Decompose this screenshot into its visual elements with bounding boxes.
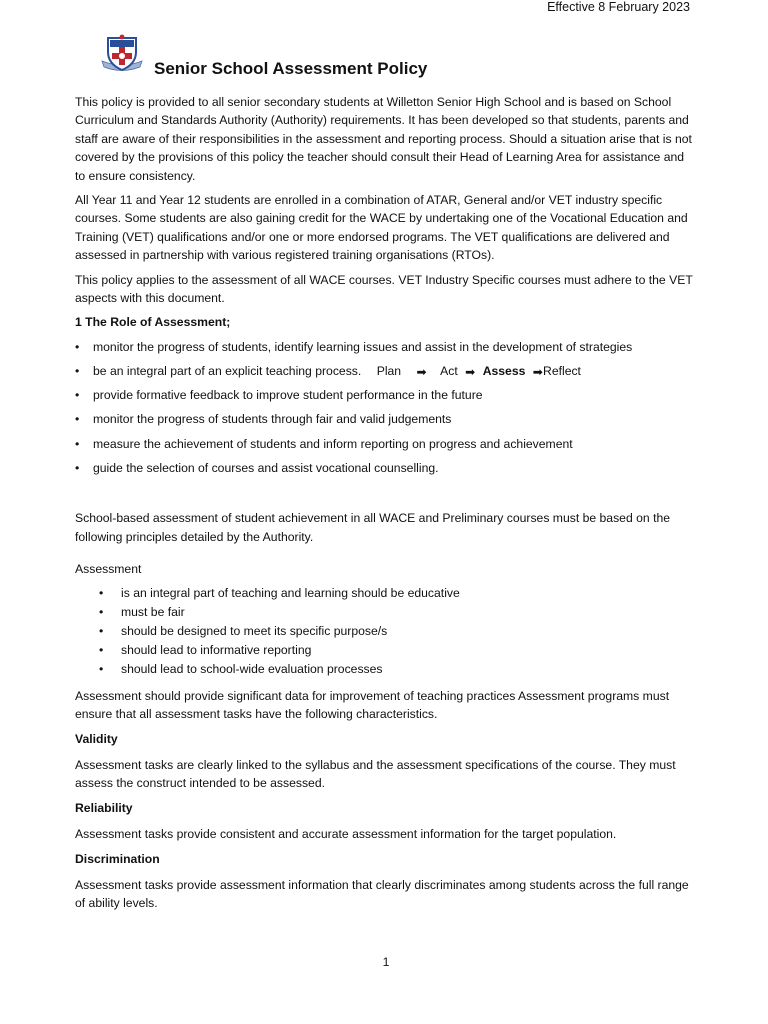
list-item: • should be designed to meet its specific purpose/s bbox=[75, 622, 693, 640]
intro-paragraph: This policy is provided to all senior secondary students at Willetton Senior High School and is based on School Curriculum and Standards Authority (Authority) requirements. It has been developed so that students, parents and staff are aware of their responsibilities in the assessment and reporting process. Should a situation arise that is not covered by the provisions of this policy the teacher should consult their Head of Learning Area for assistance and to ensure consistency. bbox=[75, 95, 692, 183]
list-item: • measure the achievement of students and inform reporting on progress and achievement bbox=[75, 435, 693, 453]
role-list bbox=[75, 338, 693, 477]
list-item bbox=[75, 362, 693, 380]
intro-paragraph: All Year 11 and Year 12 students are enrolled in a combination of ATAR, General and/or VET industry specific courses. Some students are also gaining credit for the WACE by undertaking one of the Vocational Education and Training (VET) qualifications and/or one or more endorsed programs. The VET qualifications are delivered and assessed in partnership with various registered training organisations (RTOs). bbox=[75, 193, 688, 263]
characteristics-paragraph: Assessment should provide significant data for improvement of teaching practices Assessment programs must ensure that all assessment tasks have the following characteristics. bbox=[75, 688, 670, 722]
list-item: • should lead to informative reporting bbox=[75, 641, 693, 659]
flow-step-act: Act bbox=[440, 364, 458, 379]
section-text-discrimination: Assessment tasks provide assessment information that clearly discriminates among students across the full range of ability levels. bbox=[75, 877, 689, 911]
list-item: • monitor the progress of students through fair and valid judgements bbox=[75, 410, 693, 428]
section-heading-role: 1 The Role of Assessment; bbox=[75, 315, 231, 330]
section-text-reliability: Assessment tasks provide consistent and accurate assessment information for the target population. bbox=[75, 827, 617, 842]
list-item: • provide formative feedback to improve student performance in the future bbox=[75, 386, 693, 404]
spacer bbox=[75, 483, 693, 509]
list-item: • must be fair bbox=[75, 603, 693, 621]
list-item: • guide the selection of courses and assist vocational counselling. bbox=[75, 459, 693, 477]
list-item-text: be an integral part of an explicit teaching process. bbox=[93, 364, 362, 379]
flow-step-reflect: Reflect bbox=[543, 364, 581, 379]
principles-paragraph: School-based assessment of student achievement in all WACE and Preliminary courses must be based on the following principles detailed by the Authority. bbox=[75, 511, 671, 544]
page-number: 1 bbox=[382, 955, 390, 969]
assessment-list bbox=[75, 584, 693, 678]
right-arrow-icon: ➡ bbox=[465, 365, 476, 380]
right-arrow-icon: ➡ bbox=[416, 365, 427, 380]
intro-paragraph: This policy applies to the assessment of all WACE courses. VET Industry Specific courses must adhere to the VET aspects with this document. bbox=[75, 272, 693, 306]
process-flow bbox=[365, 364, 581, 378]
flow-step-assess: Assess bbox=[482, 364, 526, 379]
list-item: • monitor the progress of students, identify learning issues and assist in the development of strategies bbox=[75, 338, 693, 356]
section-heading-validity: Validity bbox=[75, 731, 118, 746]
document-body bbox=[75, 93, 693, 919]
school-crest-icon bbox=[100, 34, 144, 74]
assessment-label: Assessment bbox=[75, 561, 142, 576]
section-heading-discrimination: Discrimination bbox=[75, 851, 160, 866]
document-title: Senior School Assessment Policy bbox=[154, 59, 428, 78]
right-arrow-icon: ➡ bbox=[532, 365, 544, 380]
list-item: • is an integral part of teaching and learning should be educative bbox=[75, 584, 693, 602]
effective-date: Effective 8 February 2023 bbox=[547, 0, 690, 14]
section-text-validity: Assessment tasks are clearly linked to the syllabus and the assessment specifications of the course. They must assess the construct intended to be assessed. bbox=[75, 757, 676, 791]
flow-step-plan: Plan bbox=[376, 364, 402, 379]
section-heading-reliability: Reliability bbox=[75, 800, 133, 815]
list-item: • should lead to school-wide evaluation processes bbox=[75, 660, 693, 678]
